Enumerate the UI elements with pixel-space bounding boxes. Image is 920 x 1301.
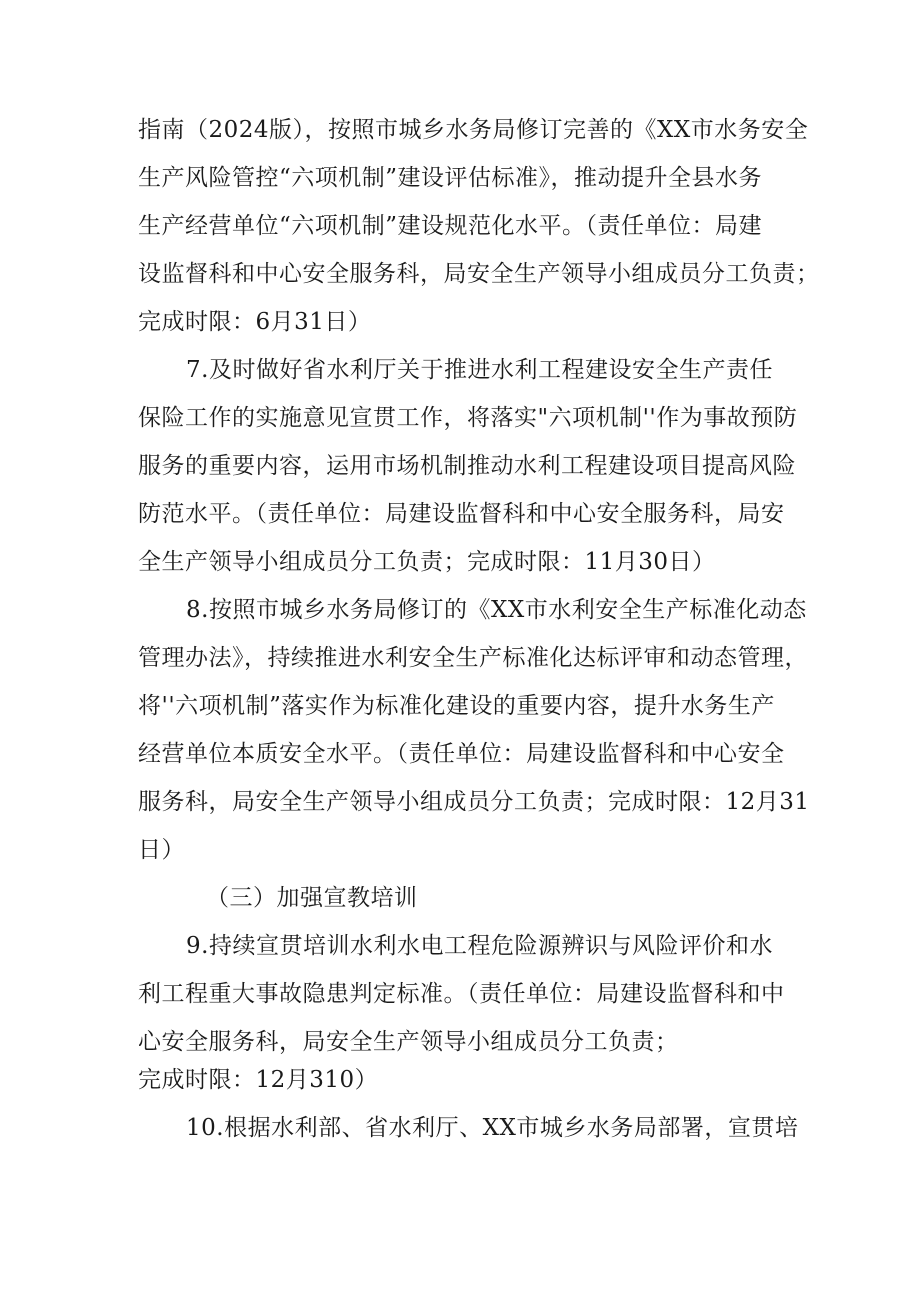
item-10-first-line: 10.根据水利部、省水利厅、XX市城乡水务局部署，宣贯培 (186, 1115, 799, 1141)
text-line: 服务科，局安全生产领导小组成员分工负责；完成时限：12月31 (138, 789, 810, 815)
text-line: 将''六项机制”落实作为标准化建设的重要内容，提升水务生产 (138, 693, 775, 719)
text-line: 利工程重大事故隐患判定标准。（责任单位：局建设监督科和中 (138, 981, 785, 1007)
text-line: 心安全服务科，局安全生产领导小组成员分工负责； (138, 1029, 679, 1055)
text-line: 日） (138, 837, 185, 863)
item-9-first-line: 9.持续宣贯培训水利水电工程危险源辨识与风险评价和水 (186, 933, 773, 959)
text-line: 经营单位本质安全水平。（责任单位：局建设监督科和中心安全 (138, 741, 785, 767)
text-line: 指南（2024版），按照市城乡水务局修订完善的《XX市水务安全 (138, 117, 809, 143)
section-heading: （三）加强宣教培训 (206, 885, 418, 911)
text-line: 生产经营单位“六项机制”建设规范化水平。（责任单位：局建 (138, 213, 763, 239)
text-line: 设监督科和中心安全服务科，局安全生产领导小组成员分工负责； (138, 261, 820, 287)
item-7-first-line: 7.及时做好省水利厅关于推进水利工程建设安全生产责任 (186, 357, 773, 383)
text-line: 防范水平。（责任单位：局建设监督科和中心安全服务科，局安 (138, 501, 785, 527)
text-line: 生产风险管控“六项机制”建设评估标准》，推动提升全县水务 (138, 165, 763, 191)
text-line: 完成时限：12月310） (138, 1067, 379, 1093)
text-line: 完成时限：6月31日） (138, 309, 372, 335)
item-8-first-line: 8.按照市城乡水务局修订的《XX市水利安全生产标准化动态 (186, 597, 807, 623)
text-line: 服务的重要内容，运用市场机制推动水利工程建设项目提高风险 (138, 453, 796, 479)
text-line: 管理办法》，持续推进水利安全生产标准化达标评审和动态管理， (138, 645, 808, 671)
text-line: 保险工作的实施意见宣贯工作，将落实"六项机制''作为事故预防 (138, 405, 798, 431)
text-line: 全生产领导小组成员分工负责；完成时限：11月30日） (138, 549, 716, 575)
